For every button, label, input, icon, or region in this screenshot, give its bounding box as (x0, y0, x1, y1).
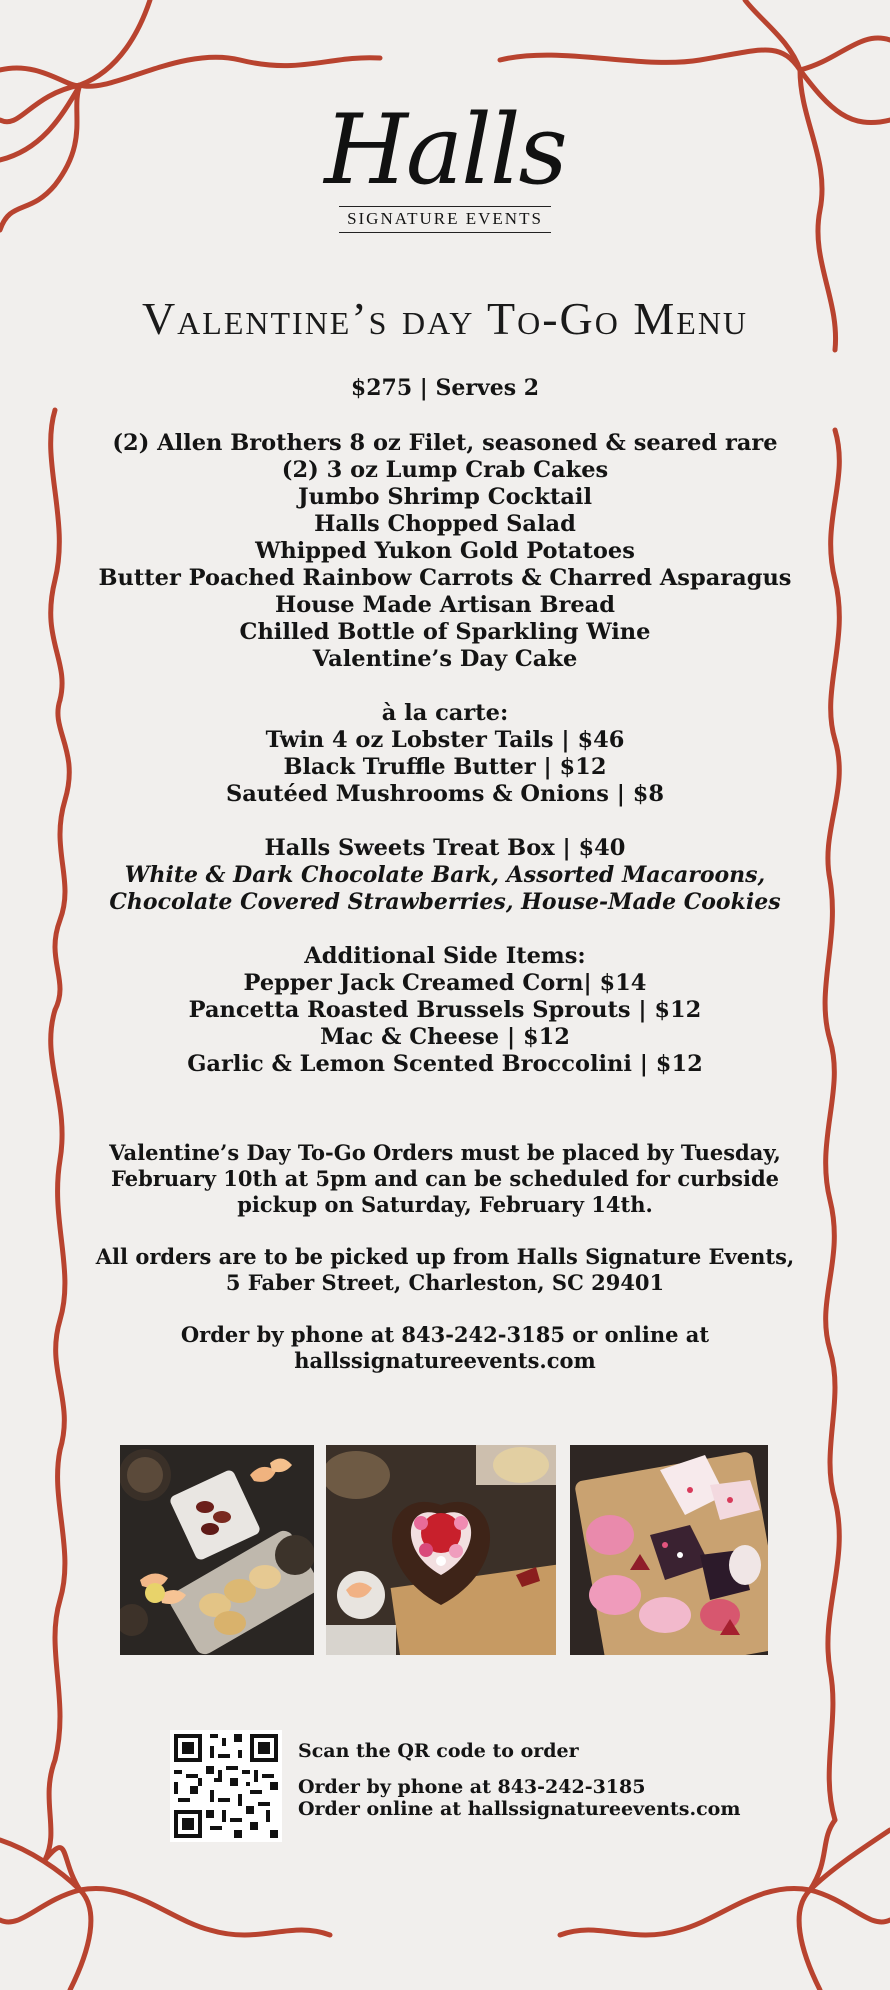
a-la-carte-item: Twin 4 oz Lobster Tails | $46 (265, 727, 625, 753)
sweets-description: White & Dark Chocolate Bark, Assorted Macaroons, (124, 862, 766, 888)
appetizer-spread-photo (120, 1445, 314, 1655)
chocolate-heart-cake-photo (326, 1445, 556, 1655)
package-item: (2) Allen Brothers 8 oz Filet, seasoned & seared rare (112, 430, 778, 456)
package-item: Jumbo Shrimp Cocktail (297, 484, 593, 510)
sides-heading: Additional Side Items: (304, 943, 586, 969)
sweets-heading: Halls Sweets Treat Box | $40 (264, 835, 626, 861)
menu-content (60, 375, 830, 1078)
a-la-carte-item: Black Truffle Butter | $12 (283, 754, 607, 780)
package-item: Butter Poached Rainbow Carrots & Charred Asparagus (98, 565, 792, 591)
photo-strip (0, 1445, 890, 1655)
pickup-line: All orders are to be picked up from Halls Signature Events, (95, 1244, 795, 1269)
package-item: (2) 3 oz Lump Crab Cakes (281, 457, 609, 483)
order-phone-line: Order by phone at 843-242-3185 or online at (180, 1322, 710, 1347)
qr-section (170, 1730, 770, 1850)
side-item: Pancetta Roasted Brussels Sprouts | $12 (188, 997, 702, 1023)
qr-online-link[interactable]: Order online at hallssignatureevents.com (298, 1798, 741, 1820)
side-item: Mac & Cheese | $12 (320, 1024, 570, 1050)
logo-script: Halls (324, 94, 566, 206)
a-la-carte-item: Sautéed Mushrooms & Onions | $8 (225, 781, 665, 807)
package-item: Halls Chopped Salad (314, 511, 576, 537)
package-item: Chilled Bottle of Sparkling Wine (239, 619, 651, 645)
order-notes (70, 1140, 820, 1400)
a-la-carte-heading: à la carte: (381, 700, 509, 726)
qr-phone-label: Order by phone at 843-242-3185 (298, 1776, 646, 1798)
sweets-description: Chocolate Covered Strawberries, House-Made Cookies (109, 889, 781, 915)
pickup-location-note (70, 1244, 820, 1296)
halls-logo (0, 94, 890, 233)
order-deadline-note: Valentine’s Day To-Go Orders must be placed by Tuesday, February 10th at 5pm and can be scheduled for curbside pickup on Saturday, February 14th. (109, 1140, 781, 1217)
side-item: Garlic & Lemon Scented Broccolini | $12 (187, 1051, 703, 1077)
qr-code[interactable] (170, 1730, 282, 1842)
package-item: House Made Artisan Bread (275, 592, 615, 618)
order-contact-note (70, 1322, 820, 1374)
package-item: Valentine’s Day Cake (312, 646, 578, 672)
sweets-treat-box-photo (570, 1445, 768, 1655)
logo-subtitle: SIGNATURE EVENTS (339, 206, 551, 233)
page-title: Valentine’s day To-Go Menu (141, 293, 749, 344)
side-item: Pepper Jack Creamed Corn| $14 (243, 970, 647, 996)
qr-scan-label: Scan the QR code to order (298, 1740, 579, 1762)
package-item: Whipped Yukon Gold Potatoes (255, 538, 635, 564)
website-link[interactable]: hallssignatureevents.com (294, 1348, 596, 1373)
qr-instructions (298, 1740, 740, 1820)
price-line: $275 | Serves 2 (350, 375, 540, 401)
address-line: 5 Faber Street, Charleston, SC 29401 (225, 1270, 665, 1295)
